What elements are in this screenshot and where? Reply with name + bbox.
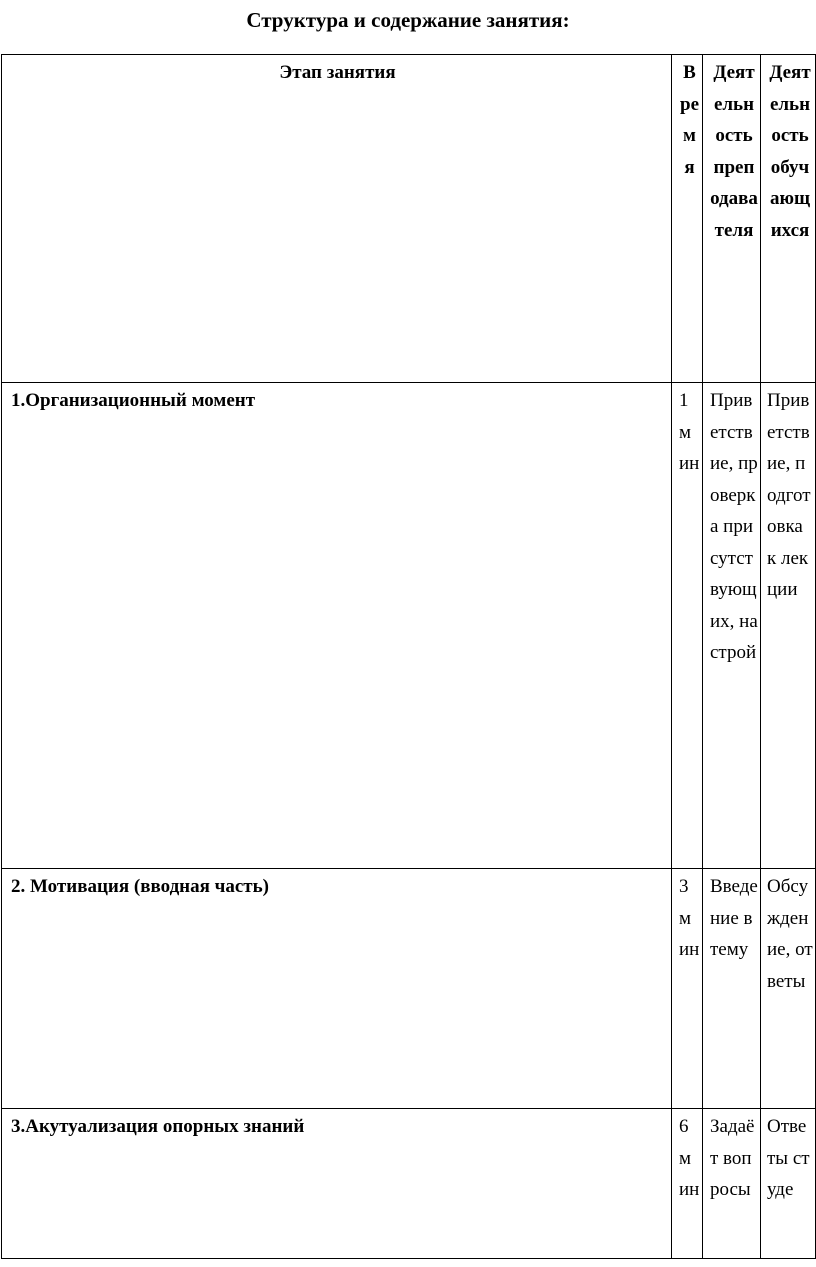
header-time: Время [672, 55, 703, 383]
table-row [2, 869, 816, 1109]
table-row [2, 1109, 816, 1259]
time-cell: 1 мин [672, 383, 703, 869]
student-activity-cell: Обсуждение, ответы [761, 869, 816, 1109]
time-cell: 6 мин [672, 1109, 703, 1259]
student-activity-cell: Ответы студе [761, 1109, 816, 1259]
header-student-activity: Деятельность обучающихся [761, 55, 816, 383]
header-teacher-activity: Деятельность преподавателя [703, 55, 761, 383]
lesson-structure-table [1, 54, 816, 1259]
stage-cell: 3.Акутуализация опорных знаний [2, 1109, 672, 1259]
stage-cell: 2. Мотивация (вводная часть) [2, 869, 672, 1109]
page-title: Структура и содержание занятия: [246, 8, 570, 32]
student-activity-cell: Приветствие, подготовка к лекции [761, 383, 816, 869]
header-stage: Этап занятия [2, 55, 672, 383]
stage-cell: 1.Организационный момент [2, 383, 672, 869]
time-cell: 3 мин [672, 869, 703, 1109]
teacher-activity-cell: Введение в тему [703, 869, 761, 1109]
table-header-row [2, 55, 816, 383]
table-row [2, 383, 816, 869]
teacher-activity-cell: Задаёт вопросы [703, 1109, 761, 1259]
teacher-activity-cell: Приветствие, проверка присутствующих, настрой [703, 383, 761, 869]
